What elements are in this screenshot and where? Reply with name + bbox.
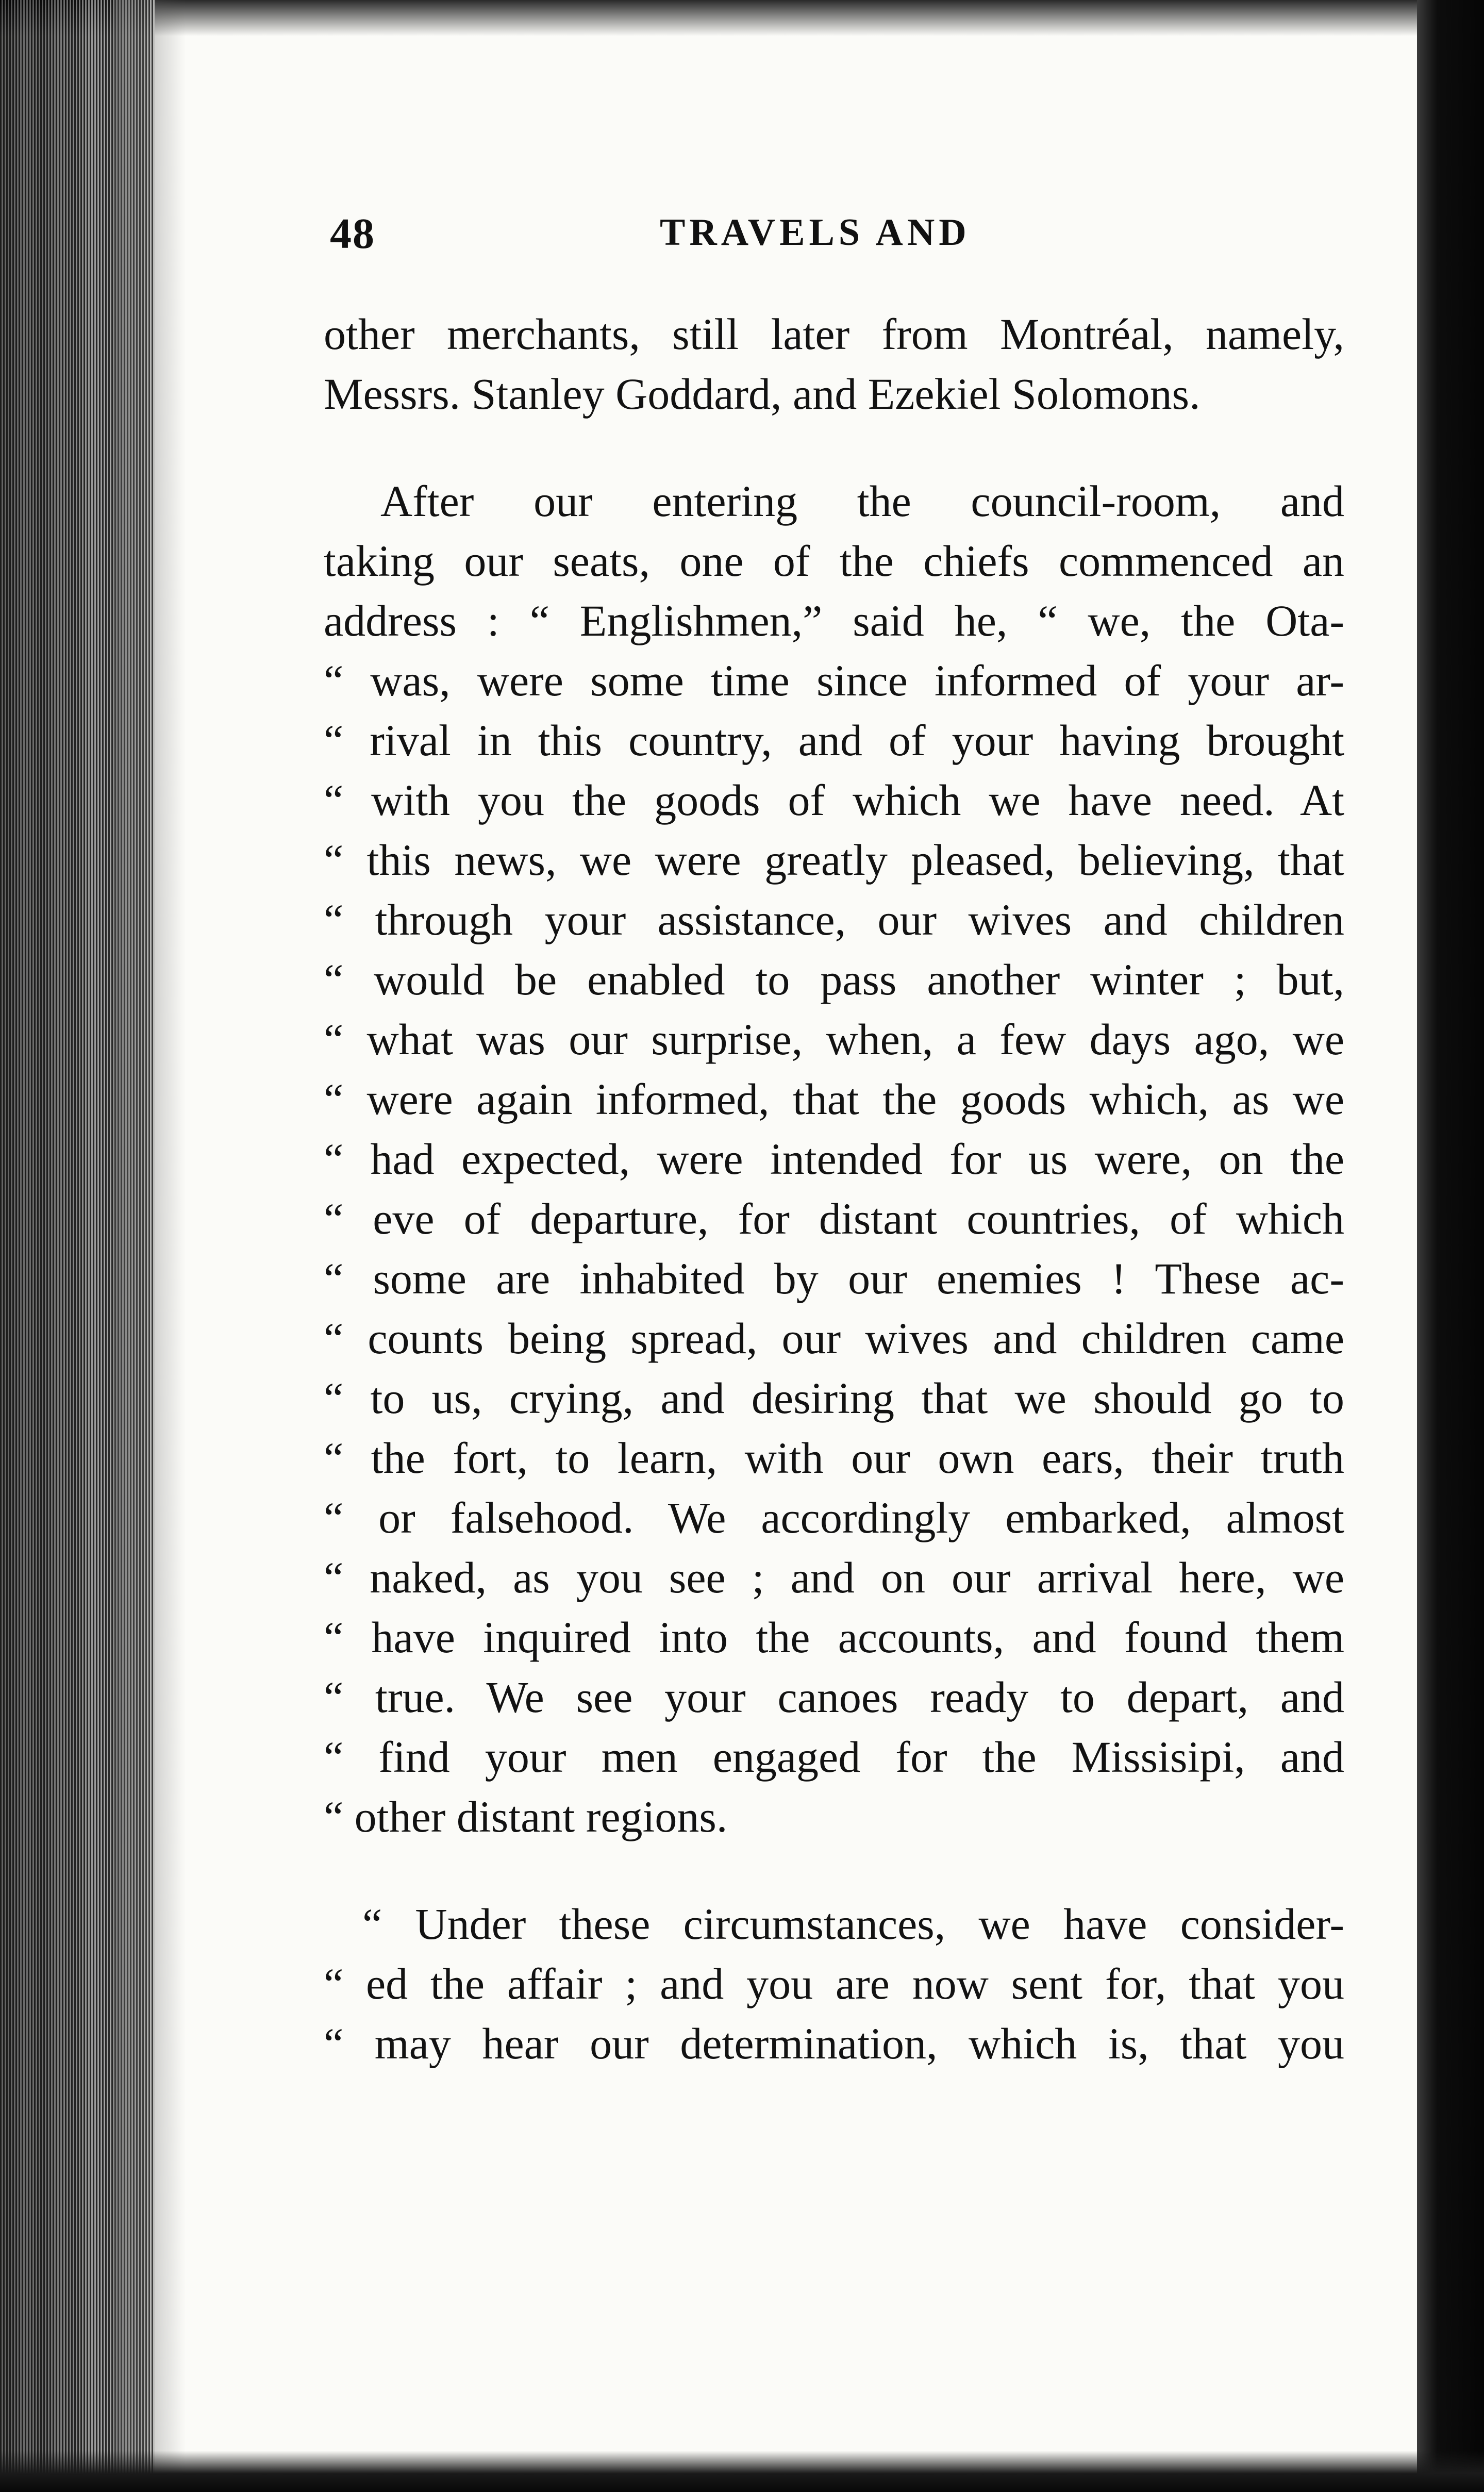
text-line: “ to us, crying, and desiring that we should go to (324, 1373, 1344, 1423)
text-line: “ find your men engaged for the Missisipi, and (324, 1732, 1344, 1782)
text-line: “ may hear our determination, which is, that you (324, 2019, 1344, 2068)
text-line: “ ed the affair ; and you are now sent for, that you (324, 1959, 1344, 2008)
text-line: address : “ Englishmen,” said he, “ we, the Ota- (324, 596, 1344, 645)
paragraph (324, 1894, 1344, 2073)
text-line: “ some are inhabited by our enemies ! These ac- (324, 1254, 1344, 1303)
text-line: “ true. We see your canoes ready to depart, and (324, 1672, 1344, 1722)
scan-top-edge (0, 0, 1484, 36)
text-line: “ counts being spread, our wives and children came (324, 1314, 1344, 1363)
text-line: “ or falsehood. We accordingly embarked, almost (324, 1493, 1344, 1542)
paragraph (324, 304, 1344, 424)
paragraph-gap (324, 424, 1344, 471)
text-line: “ Under these circumstances, we have consider- (362, 1899, 1344, 1949)
paragraph-gap (324, 1847, 1344, 1894)
page-bottom-edge (0, 2451, 1484, 2492)
text-line: other merchants, still later from Montréal, namely, (324, 309, 1344, 359)
text-line: After our entering the council-room, and (380, 476, 1344, 526)
text-line: “ would be enabled to pass another winter ; but, (324, 955, 1344, 1004)
text-line: “ this news, we were greatly pleased, believing, that (324, 835, 1344, 885)
text-line: “ with you the goods of which we have need. At (324, 775, 1344, 825)
text-line: “ the fort, to learn, with our own ears, their truth (324, 1433, 1344, 1483)
body-text (324, 304, 1344, 2073)
text-line: “ eve of departure, for distant countries, of which (324, 1194, 1344, 1243)
text-line: “ have inquired into the accounts, and found them (324, 1613, 1344, 1662)
text-line: “ what was our surprise, when, a few days ago, we (324, 1015, 1344, 1064)
text-line: “ naked, as you see ; and on our arrival here, we (324, 1553, 1344, 1602)
text-line: “ rival in this country, and of your having brought (324, 716, 1344, 765)
text-line: “ was, were some time since informed of your ar- (324, 656, 1344, 705)
page-header (330, 209, 1340, 271)
paragraph (324, 471, 1344, 1847)
running-head: TRAVELS AND (660, 211, 971, 254)
text-line: taking our seats, one of the chiefs commenced an (324, 536, 1344, 586)
page-number: 48 (330, 210, 375, 258)
gutter-fade (113, 0, 186, 2492)
text-line: Messrs. Stanley Goddard, and Ezekiel Solomons. (324, 369, 1200, 419)
text-line: “ had expected, were intended for us were, on the (324, 1134, 1344, 1184)
text-line: “ were again informed, that the goods which, as we (324, 1074, 1344, 1124)
page-right-edge (1417, 0, 1484, 2492)
text-line: “ other distant regions. (324, 1792, 728, 1841)
text-line: “ through your assistance, our wives and children (324, 895, 1344, 944)
